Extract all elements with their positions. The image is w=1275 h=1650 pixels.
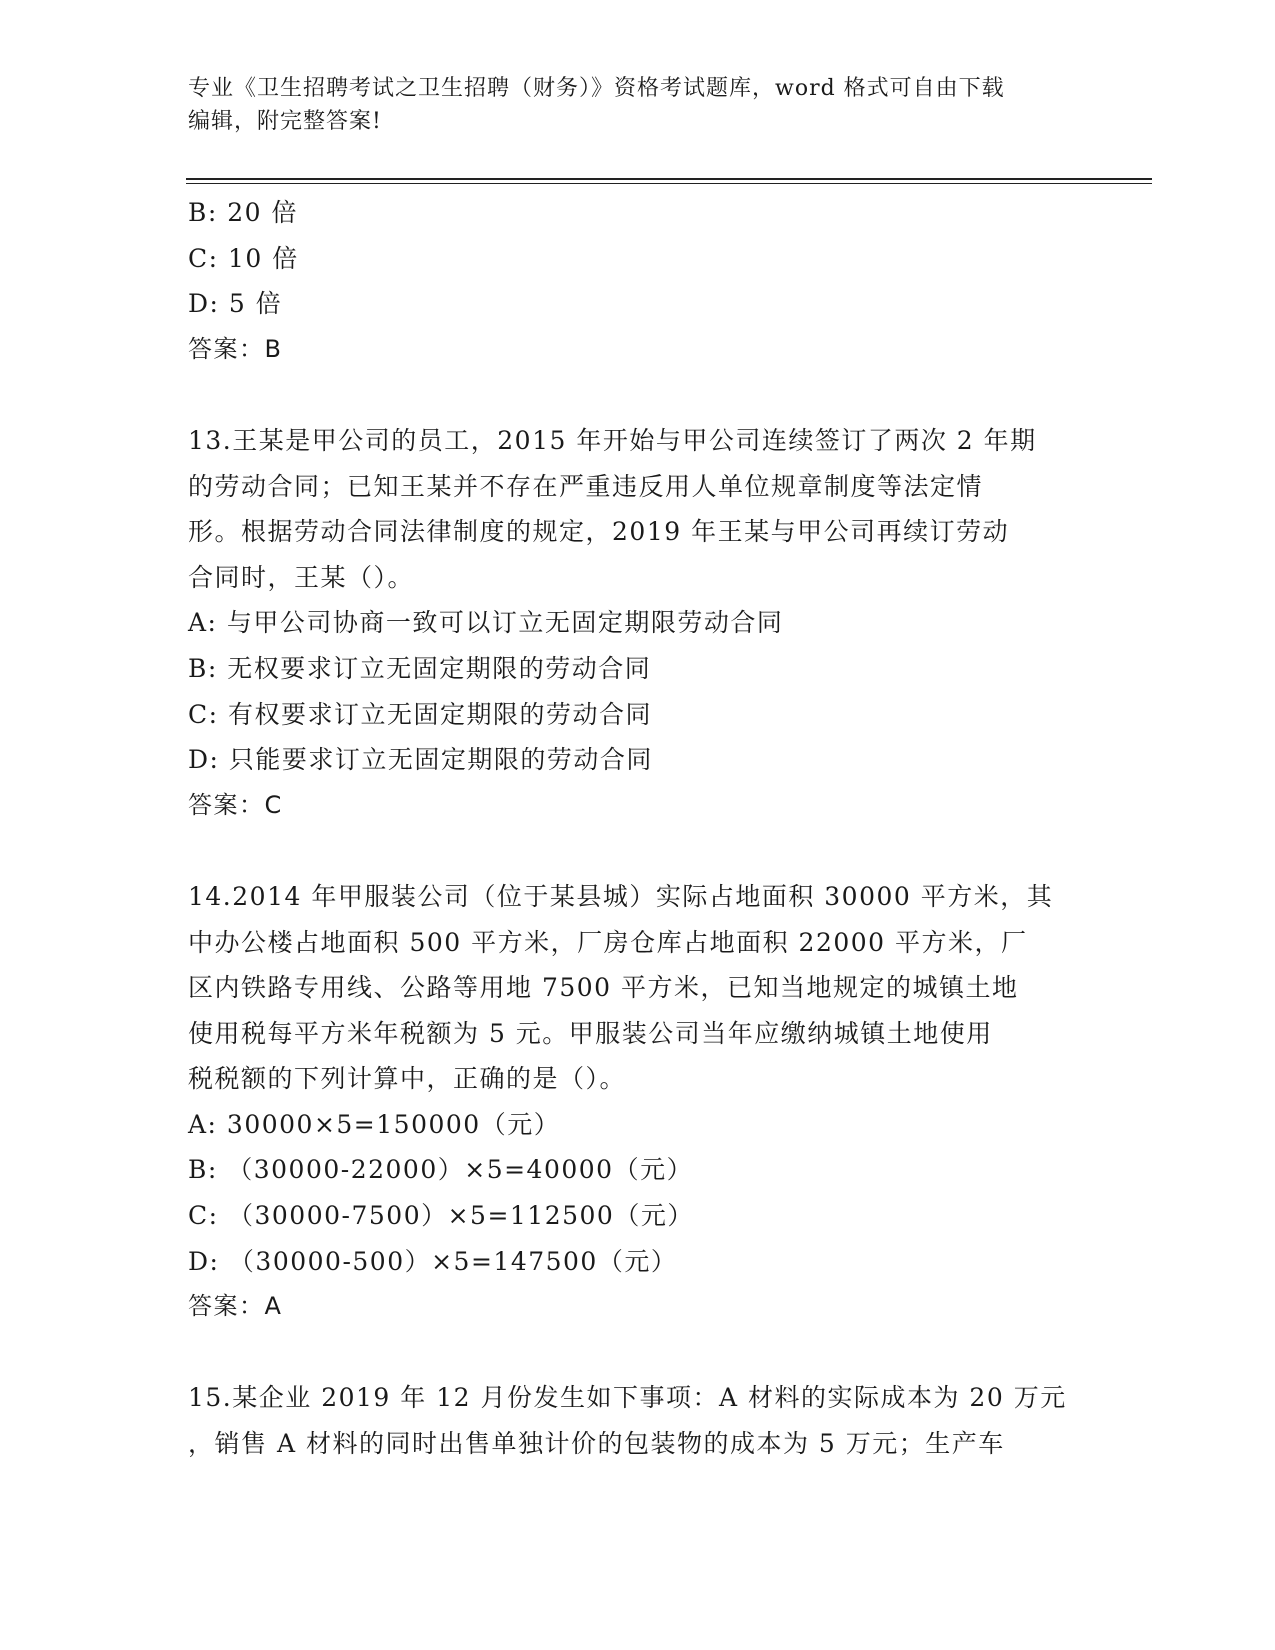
option-b: B: 无权要求订立无固定期限的劳动合同	[188, 653, 652, 683]
answer-label: 答案：A	[188, 1292, 283, 1321]
option-c: C: 有权要求订立无固定期限的劳动合同	[188, 699, 652, 729]
document-header	[188, 72, 1068, 138]
question-stem-line: 中办公楼占地面积 500 平方米，厂房仓库占地面积 22000 平方米，厂	[188, 927, 1028, 957]
question-stem-line: ，销售 A 材料的同时出售单独计价的包装物的成本为 5 万元；生产车	[188, 1429, 1005, 1459]
question-stem-line: 的劳动合同；已知王某并不存在严重违反用人单位规章制度等法定情	[188, 471, 984, 501]
question-content	[188, 190, 1088, 1467]
option-a: A: 30000×5=150000（元）	[188, 1109, 561, 1139]
option-b: B: 20 倍	[188, 198, 298, 227]
question-15	[188, 1375, 1088, 1466]
question-stem-line: 13.王某是甲公司的员工，2015 年开始与甲公司连续签订了两次 2 年期	[188, 425, 1037, 455]
option-d: D: 只能要求订立无固定期限的劳动合同	[188, 745, 653, 775]
header-divider-thick	[186, 178, 1152, 180]
question-stem-line: 14.2014 年甲服装公司（位于某县城）实际占地面积 30000 平方米，其	[188, 881, 1054, 911]
question-stem-line: 使用税每平方米年税额为 5 元。甲服装公司当年应缴纳城镇土地使用	[188, 1018, 993, 1048]
option-c: C: 10 倍	[188, 243, 299, 273]
question-stem-line: 形。根据劳动合同法律制度的规定，2019 年王某与甲公司再续订劳动	[188, 517, 1010, 547]
option-b: B: （30000-22000）×5=40000（元）	[188, 1155, 694, 1185]
option-a: A: 与甲公司协商一致可以订立无固定期限劳动合同	[188, 608, 784, 638]
question-13	[188, 418, 1088, 828]
answer-label: 答案：C	[188, 790, 283, 819]
option-d: D: 5 倍	[188, 289, 283, 319]
question-stem-line: 区内铁路专用线、公路等用地 7500 平方米，已知当地规定的城镇土地	[188, 973, 1019, 1003]
question-14	[188, 874, 1088, 1330]
question-stem-line: 税税额的下列计算中，正确的是（）。	[188, 1064, 627, 1094]
question-stem-line: 15.某企业 2019 年 12 月份发生如下事项：A 材料的实际成本为 20 万元	[188, 1383, 1067, 1413]
header-title-line-1: 专业《卫生招聘考试之卫生招聘（财务）》资格考试题库，word 格式可自由下载	[188, 76, 1005, 101]
answer-label: 答案：B	[188, 334, 283, 363]
option-c: C: （30000-7500）×5=112500（元）	[188, 1201, 694, 1231]
option-d: D: （30000-500）×5=147500（元）	[188, 1246, 678, 1276]
header-title-line-2: 编辑，附完整答案!	[188, 109, 382, 134]
question-stem-line: 合同时，王某（）。	[188, 562, 415, 592]
question-12-tail	[188, 190, 1088, 372]
header-divider-thin	[186, 183, 1152, 184]
